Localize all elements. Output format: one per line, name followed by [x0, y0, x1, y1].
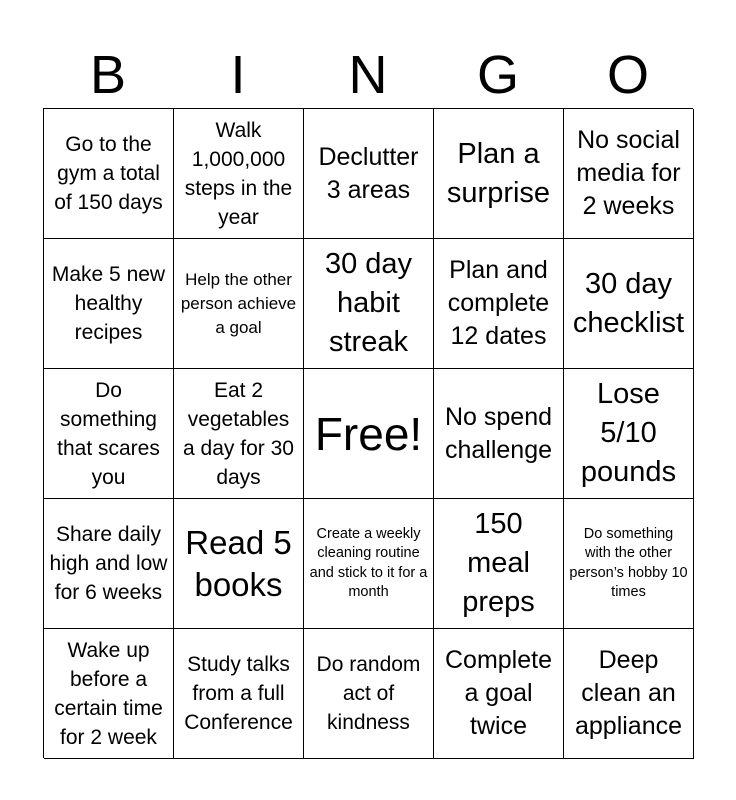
cell-text: No spend challenge: [444, 402, 553, 464]
bingo-cell[interactable]: [174, 239, 304, 369]
free-space-text: Free!: [314, 407, 423, 460]
cell-text: Walk 1,000,000 steps in the year: [184, 118, 293, 229]
bingo-cell[interactable]: [304, 499, 434, 629]
cell-text: Read 5 books: [185, 523, 292, 603]
bingo-board: [43, 108, 693, 758]
bingo-cell[interactable]: [564, 499, 694, 629]
cell-text: Study talks from a full Conference: [184, 653, 293, 734]
cell-text: Do something that scares you: [57, 378, 160, 489]
bingo-cell[interactable]: [564, 629, 694, 759]
bingo-cell[interactable]: [44, 369, 174, 499]
bingo-cell[interactable]: [434, 499, 564, 629]
bingo-cell[interactable]: [44, 499, 174, 629]
cell-text: Help the other person achieve a goal: [180, 269, 297, 337]
bingo-cell[interactable]: [304, 239, 434, 369]
header-letter-o: O: [606, 45, 649, 105]
bingo-cell[interactable]: [174, 499, 304, 629]
bingo-cell[interactable]: [564, 109, 694, 239]
header-letter-b: B: [89, 45, 127, 105]
bingo-cell[interactable]: [174, 109, 304, 239]
cell-text: Deep clean an appliance: [574, 646, 683, 740]
bingo-cell[interactable]: [304, 109, 434, 239]
cell-text: 30 day checklist: [572, 267, 685, 339]
bingo-cell[interactable]: [174, 369, 304, 499]
cell-text: 30 day habit streak: [324, 248, 413, 358]
header-letter-n: N: [348, 45, 388, 105]
cell-text: Do random act of kindness: [316, 653, 421, 734]
cell-text: Lose 5/10 pounds: [580, 378, 677, 488]
header-letter-i: I: [230, 45, 246, 105]
bingo-cell[interactable]: [434, 239, 564, 369]
cell-text: Make 5 new healthy recipes: [51, 263, 166, 344]
bingo-cell[interactable]: [564, 239, 694, 369]
bingo-cell[interactable]: [174, 629, 304, 759]
bingo-cell[interactable]: [434, 109, 564, 239]
bingo-header: [43, 42, 693, 108]
bingo-cell[interactable]: [304, 629, 434, 759]
cell-text: Complete a goal twice: [445, 646, 552, 740]
bingo-cell[interactable]: [44, 629, 174, 759]
bingo-cell[interactable]: [434, 629, 564, 759]
header-letter-g: G: [476, 45, 519, 105]
cell-text: Create a weekly cleaning routine and stick to it for a month: [309, 525, 428, 600]
free-space-cell[interactable]: [304, 369, 434, 499]
cell-text: Plan and complete 12 dates: [447, 256, 550, 350]
cell-text: Declutter 3 areas: [318, 142, 419, 204]
bingo-cell[interactable]: [434, 369, 564, 499]
bingo-cell[interactable]: [564, 369, 694, 499]
bingo-cell[interactable]: [44, 239, 174, 369]
bingo-cell[interactable]: [44, 109, 174, 239]
cell-text: Go to the gym a total of 150 days: [54, 133, 163, 214]
cell-text: No social media for 2 weeks: [576, 126, 681, 220]
cell-text: Plan a surprise: [446, 137, 551, 209]
cell-text: Do something with the other person’s hobby 10 times: [569, 525, 688, 600]
cell-text: Wake up before a certain time for 2 week: [54, 638, 163, 749]
cell-text: Eat 2 vegetables a day for 30 days: [183, 378, 294, 489]
cell-text: Share daily high and low for 6 weeks: [49, 523, 168, 604]
cell-text: 150 meal preps: [462, 508, 535, 618]
